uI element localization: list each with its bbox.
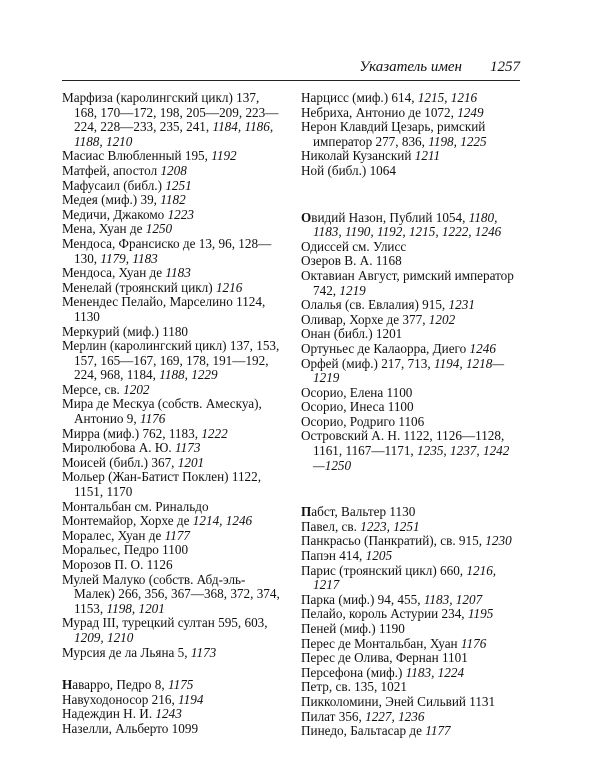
index-entry <box>62 237 280 266</box>
entry-text: Мендоса, Хуан де <box>62 265 166 281</box>
index-entry <box>62 707 280 722</box>
entry-text: Панкрасьо (Панкратий), св. 915, <box>301 533 486 549</box>
entry-text: абст, Вальтер 1130 <box>311 504 416 520</box>
index-entry <box>62 208 280 223</box>
entry-text: Медея (миф.) 39, <box>62 192 161 208</box>
index-entry <box>62 325 280 340</box>
entry-italic-pages: 1180, 1183, 1190, 1192, 1215, 1222, 1246 <box>313 209 502 240</box>
entry-italic-pages: 1223 <box>167 206 194 222</box>
index-entry <box>301 680 520 695</box>
entry-text: Менендес Пелайо, Марселино 1124, 1130 <box>62 294 266 324</box>
entry-text: Ной (библ.) 1064 <box>301 162 396 178</box>
index-entry <box>301 298 520 313</box>
index-entry <box>301 386 520 401</box>
index-entry <box>301 666 520 681</box>
entry-text: Мольер (Жан-Батист Поклен) 1122, 1151, 1170 <box>62 469 262 500</box>
index-entry <box>301 724 520 739</box>
index-entry <box>301 695 520 710</box>
index-entry <box>62 266 280 281</box>
index-column-right <box>301 91 520 739</box>
entry-italic-pages: 1177 <box>164 527 191 543</box>
index-entry <box>301 564 520 593</box>
entry-text: Мурад III, турецкий султан 595, 603, <box>62 615 268 631</box>
entry-text: Масиас Влюбленный 195, <box>62 148 212 164</box>
index-entry <box>301 254 520 269</box>
index-entry <box>62 543 280 558</box>
entry-text: Осорио, Родриго 1106 <box>301 413 425 429</box>
index-entry <box>301 342 520 357</box>
entry-italic-pages: 1183, 1224 <box>405 664 465 680</box>
entry-text: Мендоса, Франсиско де 13, 96, 128—130, <box>62 235 272 266</box>
entry-text: Монтемайор, Хорхе де <box>62 513 193 529</box>
entry-text: Мурсия де ла Льяна 5, <box>62 644 191 660</box>
entry-italic-pages: 1246 <box>469 340 496 356</box>
entry-italic-pages: 1173 <box>175 440 201 456</box>
index-column-left <box>62 91 280 737</box>
index-entry <box>301 400 520 415</box>
index-entry <box>62 722 280 737</box>
entry-italic-pages: 1182 <box>160 192 186 208</box>
entry-text: Мена, Хуан де <box>62 221 146 237</box>
index-entry <box>62 456 280 471</box>
index-entry <box>62 500 280 515</box>
entry-text: Морозов П. О. 1126 <box>62 557 173 572</box>
entry-text: Надеждин Н. И. <box>62 706 156 722</box>
entry-italic-pages: 1198, 1225 <box>428 133 487 149</box>
entry-italic-pages: 1243 <box>155 706 182 722</box>
index-entry <box>62 441 280 456</box>
entry-text: Парка (миф.) 94, 455, <box>301 591 424 607</box>
entry-text: Назелли, Альберто 1099 <box>62 720 199 736</box>
index-entry <box>62 164 280 179</box>
entry-text: Одиссей см. Улисс <box>301 238 407 254</box>
entry-italic-pages: 1235, 1237, 1242—1250 <box>313 443 510 473</box>
entry-italic-pages: 1227, 1236 <box>365 708 425 724</box>
index-entry <box>301 651 520 666</box>
index-entry <box>301 637 520 652</box>
index-entry <box>62 558 280 573</box>
entry-italic-pages: 1222 <box>201 425 228 441</box>
entry-italic-pages: 1216, 1217 <box>313 562 497 593</box>
index-entry <box>62 616 280 645</box>
entry-italic-pages: 1176 <box>139 411 166 427</box>
entry-italic-pages: 1249 <box>457 104 484 120</box>
index-entry <box>62 514 280 529</box>
entry-text: Мулей Малуко (собств. Абд-эль-Малек) 266, 356, 367—368, 372, 374, 1153, <box>62 571 280 616</box>
entry-text: Менелай (троянский цикл) <box>62 279 216 295</box>
entry-text: Павел, св. <box>301 518 361 534</box>
index-entry <box>301 520 520 535</box>
entry-text: Небриха, Антонио де 1072, <box>301 104 458 120</box>
entry-italic-pages: 1205 <box>365 548 393 564</box>
entry-italic-pages: 1214, 1246 <box>192 513 253 529</box>
entry-italic-pages: 1208 <box>160 162 187 178</box>
entry-text: Орфей (миф.) 217, 713, <box>301 355 434 371</box>
index-entry <box>62 222 280 237</box>
index-entry <box>62 693 280 708</box>
entry-italic-pages: 1211 <box>414 148 441 164</box>
index-entry <box>62 383 280 398</box>
index-entry <box>62 573 280 617</box>
entry-text: Пинедо, Бальтасар де <box>301 723 426 739</box>
entry-text: Осорио, Инеса 1100 <box>301 399 414 415</box>
running-header-title: Указатель имен <box>359 59 462 75</box>
letter-section-initial: Н <box>62 677 73 693</box>
index-entry <box>301 607 520 622</box>
index-entry <box>301 415 520 430</box>
entry-italic-pages: 1194, 1218—1219 <box>313 355 505 386</box>
index-entry <box>62 281 280 296</box>
entry-text: Моральес, Педро 1100 <box>62 542 189 558</box>
index-entry <box>301 149 520 164</box>
entry-text: Парис (троянский цикл) 660, <box>301 562 467 578</box>
entry-text: Островский А. Н. 1122, 1126—1128, 1161, 1167—1171, <box>301 428 505 459</box>
entry-text: Мерсе, св. <box>62 381 124 397</box>
entry-italic-pages: 1194 <box>178 691 204 707</box>
entry-text: Пелайо, король Астурии 234, <box>301 606 468 622</box>
entry-italic-pages: 1173 <box>190 644 217 660</box>
entry-text: Петр, св. 135, 1021 <box>301 679 407 695</box>
entry-italic-pages: 1192 <box>211 148 237 164</box>
entry-text: Пилат 356, <box>301 708 366 724</box>
entry-text: Мирра (миф.) 762, 1183, <box>62 425 202 441</box>
entry-italic-pages: 1179, 1183 <box>100 250 158 266</box>
entry-text: Перес де Олива, Фернан 1101 <box>301 650 468 666</box>
entry-text: Оливар, Хорхе де 377, <box>301 311 429 327</box>
entry-italic-pages: 1223, 1251 <box>360 518 420 534</box>
entry-italic-pages: 1198, 1201 <box>106 600 165 616</box>
index-entry <box>62 427 280 442</box>
index-entry <box>301 534 520 549</box>
entry-text: Онан (библ.) 1201 <box>301 326 403 342</box>
entry-text: Нарцисс (миф.) 614, <box>301 90 418 105</box>
index-entry <box>62 397 280 426</box>
letter-section-initial: П <box>301 504 312 520</box>
entry-text: Мира де Мескуа (собств. Амескуа), Антонио 9, <box>62 396 262 427</box>
index-entry <box>62 149 280 164</box>
entry-italic-pages: 1177 <box>425 723 451 739</box>
entry-italic-pages: 1215, 1216 <box>417 90 478 105</box>
index-entry <box>301 593 520 608</box>
entry-italic-pages: 1231 <box>448 297 475 313</box>
index-entry <box>301 240 520 255</box>
index-entry <box>301 120 520 149</box>
entry-italic-pages: 1230 <box>485 533 512 549</box>
entry-italic-pages: 1216 <box>215 279 243 295</box>
entry-text: Миролюбова А. Ю. <box>62 440 176 456</box>
entry-italic-pages: 1195 <box>467 606 494 622</box>
entry-italic-pages: 1202 <box>428 311 456 327</box>
entry-text: Николай Кузанский <box>301 148 415 164</box>
entry-italic-pages: 1202 <box>123 381 150 397</box>
index-entry <box>301 622 520 637</box>
entry-text: Нерон Клавдий Цезарь, римский император 277, 836, <box>301 119 486 149</box>
entry-text: Моисей (библ.) 367, <box>62 454 178 470</box>
entry-italic-pages: 1184, 1186, 1188, 1210 <box>74 119 274 149</box>
entry-italic-pages: 1175 <box>167 677 194 693</box>
entry-text: видий Назон, Публий 1054, <box>311 209 469 225</box>
index-entry <box>62 91 280 149</box>
index-entry <box>301 313 520 328</box>
entry-text: Персефона (миф.) <box>301 664 406 680</box>
entry-text: Меркурий (миф.) 1180 <box>62 323 189 339</box>
entry-text: Перес де Монтальбан, Хуан <box>301 635 461 651</box>
index-entry <box>62 179 280 194</box>
entry-text: Ортуньес де Калаорра, Диего <box>301 340 470 356</box>
entry-italic-pages: 1209, 1210 <box>74 629 134 645</box>
entry-text: Папэн 414, <box>301 548 366 564</box>
index-entry <box>301 429 520 473</box>
entry-text: Мерлин (каролингский цикл) 137, 153, 157, 165—167, 169, 178, 191—192, 224, 968, 1184, <box>62 338 280 383</box>
index-entry <box>301 164 520 179</box>
entry-italic-pages: 1201 <box>177 454 205 470</box>
entry-text: Пикколомини, Эней Сильвий 1131 <box>301 693 496 709</box>
entry-text: Моралес, Хуан де <box>62 527 165 543</box>
entry-italic-pages: 1183 <box>165 265 191 281</box>
index-entry <box>301 269 520 298</box>
index-entry <box>62 678 280 693</box>
entry-text: Октавиан Август, римский император 742, <box>301 267 514 298</box>
entry-text: Навуходоносор 216, <box>62 691 179 707</box>
entry-text: Медичи, Джакомо <box>62 206 168 222</box>
index-entry <box>301 357 520 386</box>
entry-italic-pages: 1250 <box>145 221 173 237</box>
entry-text: Матфей, апостол <box>62 162 161 178</box>
index-entry <box>301 327 520 342</box>
entry-italic-pages: 1183, 1207 <box>423 591 483 607</box>
entry-text: Мафусаил (библ.) <box>62 177 166 193</box>
entry-text: Монтальбан см. Ринальдо <box>62 498 209 514</box>
entry-text: Пеней (миф.) 1190 <box>301 621 405 636</box>
index-entry <box>62 193 280 208</box>
index-entry <box>62 470 280 499</box>
entry-italic-pages: 1251 <box>165 177 192 193</box>
index-entry <box>301 505 520 520</box>
index-entry <box>301 710 520 725</box>
index-entry <box>301 211 520 240</box>
entry-text: Озеров В. А. 1168 <box>301 253 402 269</box>
page-number: 1257 <box>490 59 520 75</box>
running-header <box>62 58 520 81</box>
entry-text: аварро, Педро 8, <box>72 677 168 693</box>
entry-italic-pages: 1219 <box>339 282 366 298</box>
index-entry <box>62 295 280 324</box>
index-entry <box>301 91 520 106</box>
index-entry <box>62 646 280 661</box>
index-entry <box>301 549 520 564</box>
entry-text: Олалья (св. Евлалия) 915, <box>301 297 449 313</box>
index-entry <box>62 339 280 383</box>
index-entry <box>62 529 280 544</box>
entry-text: Марфиза (каролингский цикл) 137, 168, 170—172, 198, 205—209, 223—224, 228—233, 235, 241, <box>62 90 279 135</box>
index-entry <box>301 106 520 121</box>
entry-text: Осорио, Елена 1100 <box>301 384 413 400</box>
letter-section-initial: О <box>301 209 312 225</box>
entry-italic-pages: 1176 <box>460 635 487 651</box>
entry-italic-pages: 1188, 1229 <box>159 367 218 383</box>
